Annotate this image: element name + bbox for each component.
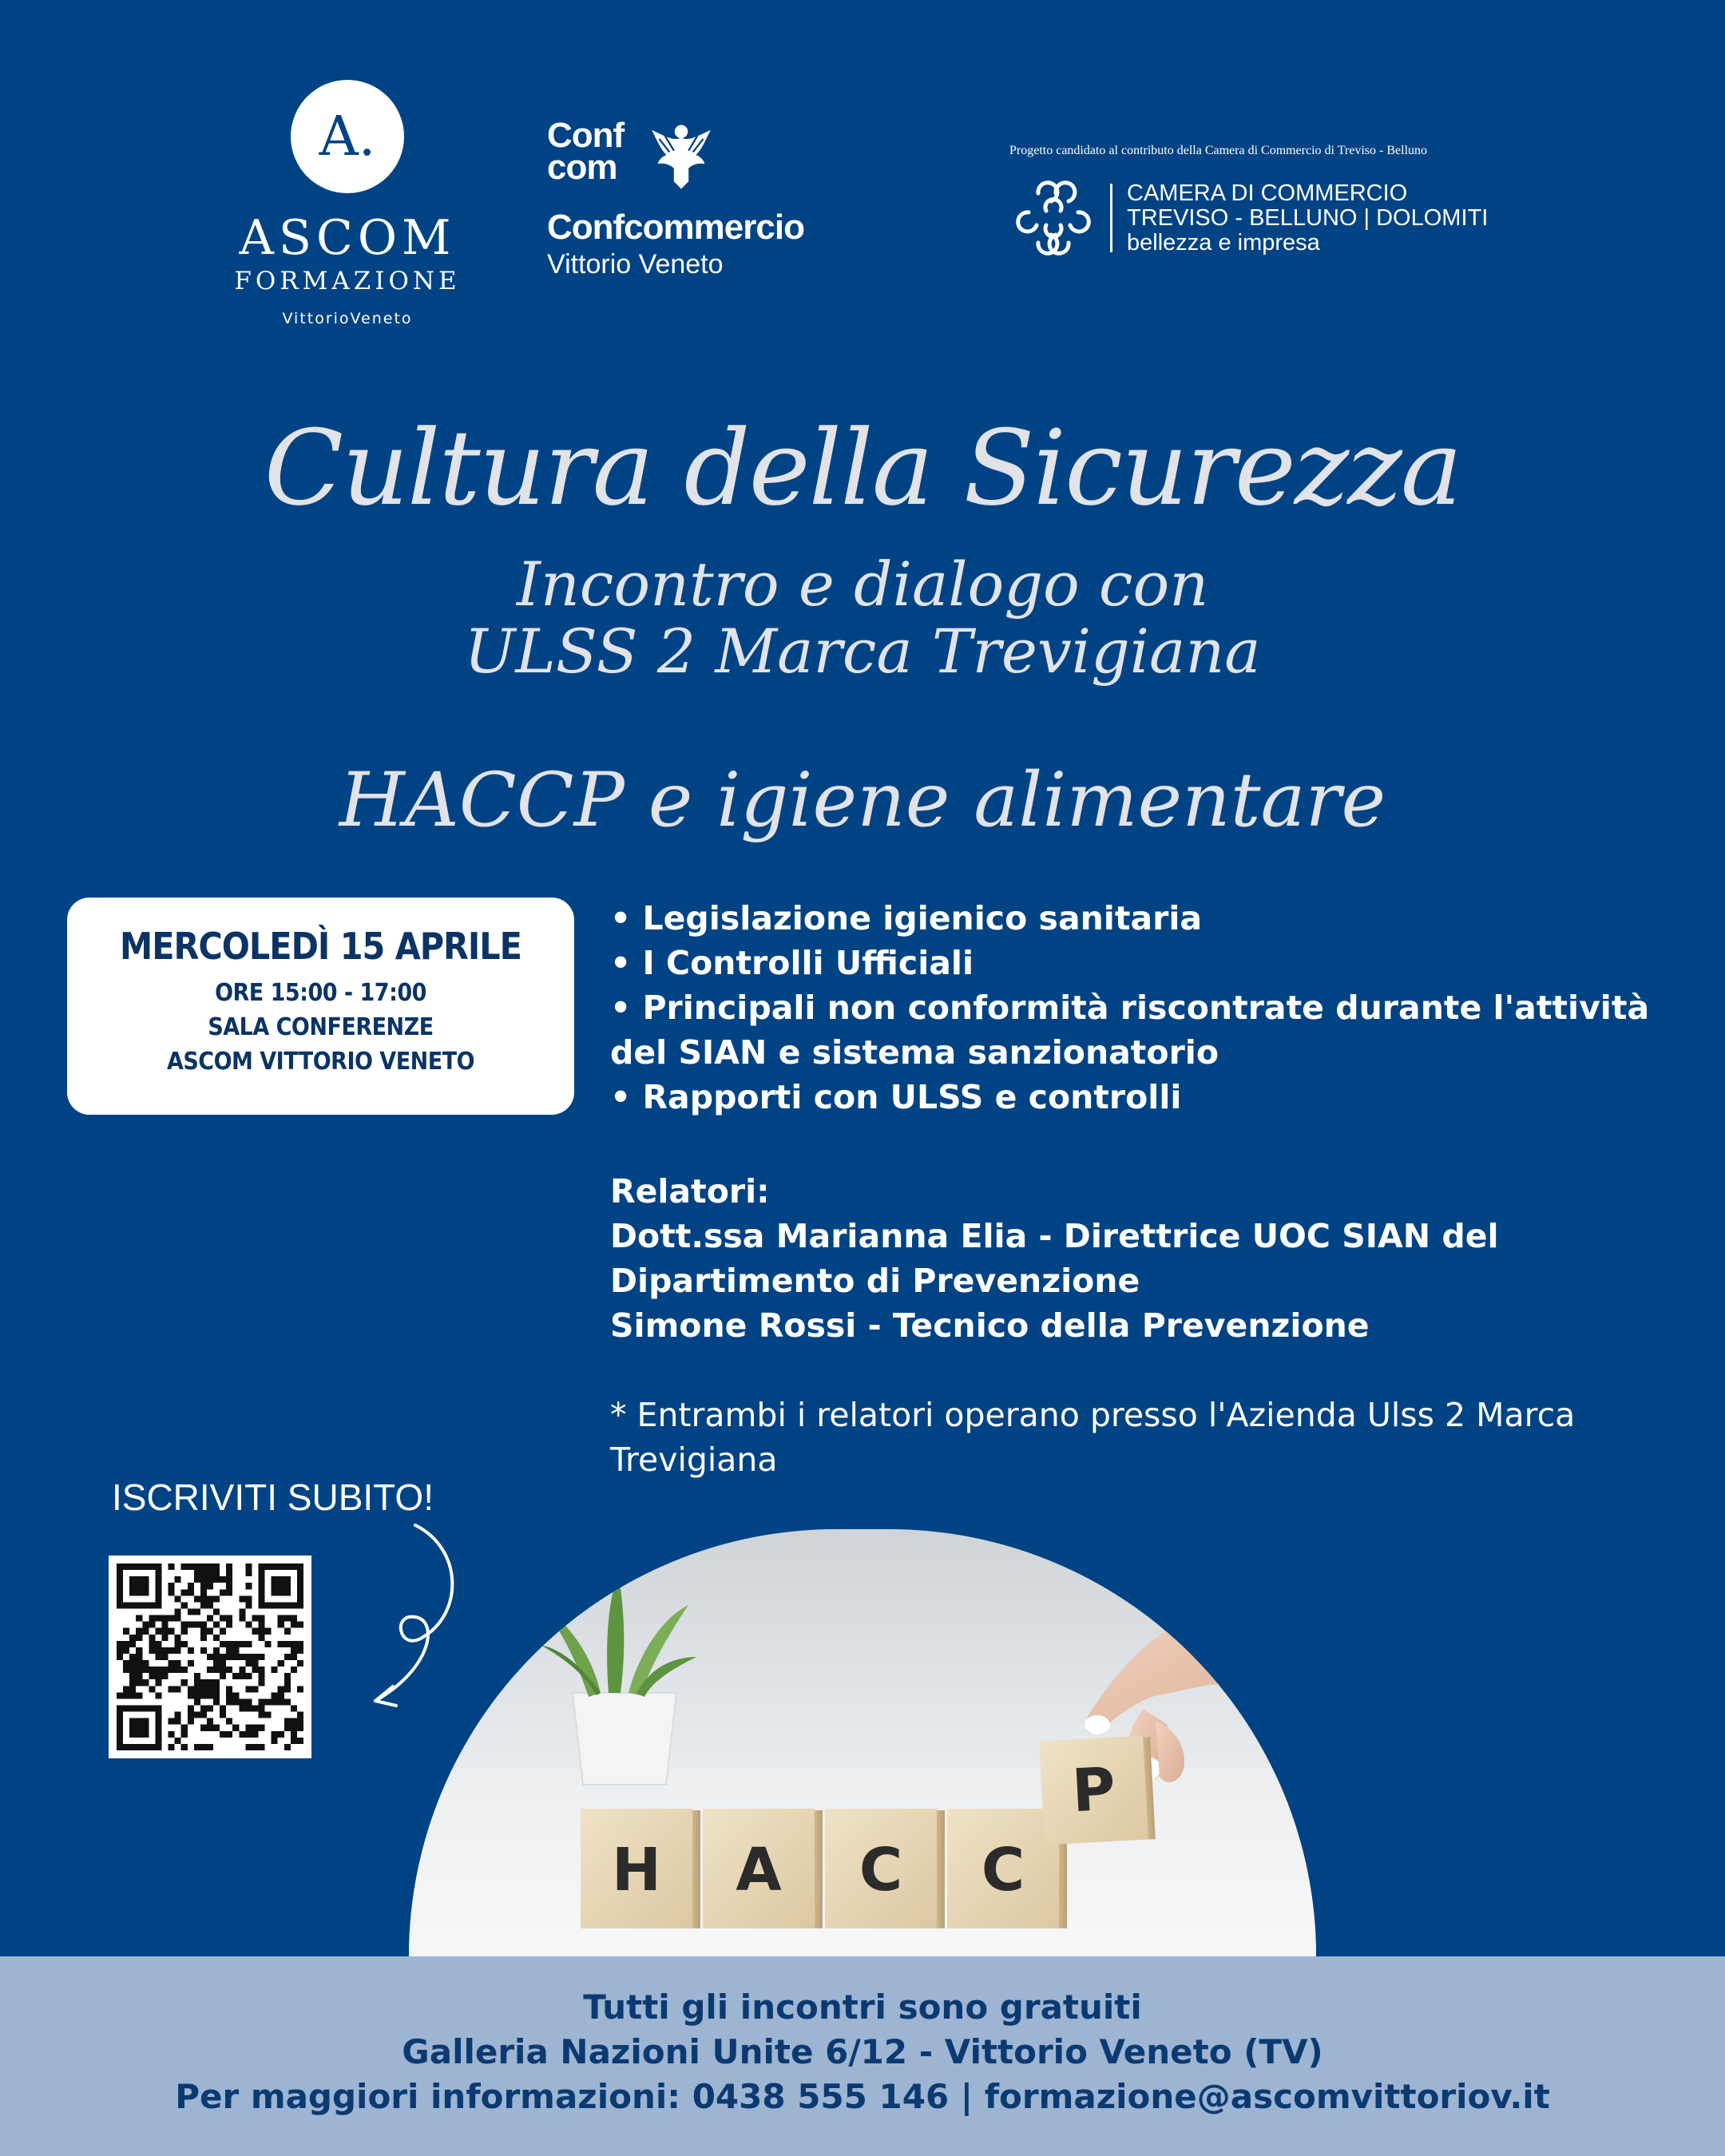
event-date: MERCOLEDÌ 15 APRILE: [120, 925, 521, 968]
speaker-item: Simone Rossi - Tecnico della Prevenzione: [610, 1306, 1370, 1345]
footer-free-events: Tutti gli incontri sono gratuiti: [583, 1988, 1142, 2027]
page-subtitle: [0, 551, 1725, 685]
camera-project-note: Progetto candidato al contributo della Camera di Commercio di Treviso - Belluno: [1009, 144, 1428, 157]
confcom-abbr: [547, 116, 625, 187]
list-item: • Legislazione igienico sanitaria: [610, 899, 1203, 937]
cube-letter-h: H: [612, 1836, 661, 1904]
list-item: • I Controlli Ufficiali: [610, 944, 974, 982]
ascom-logo-sub: FORMAZIONE: [234, 267, 461, 295]
confcom-abbr-line1: Conf: [547, 116, 625, 155]
camera-divider: [1110, 184, 1112, 252]
ascom-logo-name: ASCOM: [239, 210, 456, 266]
cube-h: [581, 1809, 700, 1928]
footer-band: [0, 1956, 1725, 2156]
eagle-icon: [644, 120, 718, 193]
confcom-city: Vittorio Veneto: [547, 249, 724, 279]
topic-heading: HACCP e igiene alimentare: [339, 757, 1386, 844]
cube-a: [703, 1809, 823, 1928]
camera-text-line1: CAMERA DI COMMERCIO: [1127, 180, 1408, 206]
event-date-card: [67, 898, 574, 1115]
cube-c1: [825, 1809, 945, 1928]
cube-letter-c: C: [859, 1836, 903, 1904]
confcom-name: Confcommercio: [547, 208, 804, 247]
event-room: SALA CONFERENZE: [208, 1013, 434, 1041]
speaker-item: Dott.ssa Marianna Elia - Direttrice UOC SIAN del Dipartimento di Prevenzione: [610, 1217, 1499, 1300]
list-item: • Rapporti con ULSS e controlli: [610, 1078, 1182, 1116]
photo-illustration: [409, 1529, 1316, 1956]
haccp-cubes-photo: [409, 1529, 1316, 1956]
camera-logo-row: [1009, 174, 1505, 262]
event-time: ORE 15:00 - 17:00: [215, 979, 426, 1007]
event-info: [610, 896, 1680, 1482]
subtitle-line-1: Incontro e dialogo con: [516, 549, 1209, 620]
page-title: Cultura della Sicurezza: [264, 407, 1461, 529]
ascom-formazione-logo: [216, 80, 479, 327]
plant-illustration: [537, 1573, 696, 1785]
footer-address: Galleria Nazioni Unite 6/12 - Vittorio Veneto (TV): [402, 2032, 1323, 2071]
footer-contacts[interactable]: Per maggiori informazioni: 0438 555 146 | formazione@ascomvittoriov.it: [175, 2077, 1550, 2116]
speakers-heading: Relatori:: [610, 1172, 770, 1211]
cube-letter-p: P: [1070, 1754, 1117, 1826]
confcom-mark: [547, 116, 914, 193]
subtitle-line-2: ULSS 2 Marca Trevigiana: [464, 616, 1261, 687]
camera-text-line3: bellezza e impresa: [1127, 229, 1320, 256]
confcommercio-logo: [547, 116, 914, 280]
confcom-abbr-line2: com: [547, 148, 617, 187]
speakers-note: * Entrambi i relatori operano presso l'Azienda Ulss 2 Marca Trevigiana: [610, 1396, 1576, 1479]
ascom-logo-city: VittorioVeneto: [282, 310, 413, 327]
curved-arrow-icon: [343, 1517, 471, 1725]
ascom-circle-mark: A.: [291, 80, 404, 193]
qr-code-icon: [117, 1563, 303, 1750]
camera-text-line2: TREVISO - BELLUNO | DOLOMITI: [1127, 204, 1489, 231]
camera-commercio-logo: [1009, 144, 1505, 262]
list-item: • Principali non conformità riscontrate durante l'attività del SIAN e sistema sanzionatorio: [610, 989, 1650, 1072]
register-cta: ISCRIVITI SUBITO!: [112, 1476, 434, 1518]
camera-text: [1127, 181, 1488, 256]
registration-qr-code[interactable]: [109, 1556, 311, 1758]
camera-commercio-icon: [1009, 174, 1097, 262]
cube-letter-a: A: [736, 1836, 782, 1904]
topics-list: [610, 896, 1680, 1120]
speakers-section: [610, 1169, 1680, 1348]
cube-p: [1039, 1735, 1156, 1845]
event-venue: ASCOM VITTORIO VENETO: [166, 1048, 475, 1076]
cube-letter-c: C: [981, 1836, 1025, 1904]
